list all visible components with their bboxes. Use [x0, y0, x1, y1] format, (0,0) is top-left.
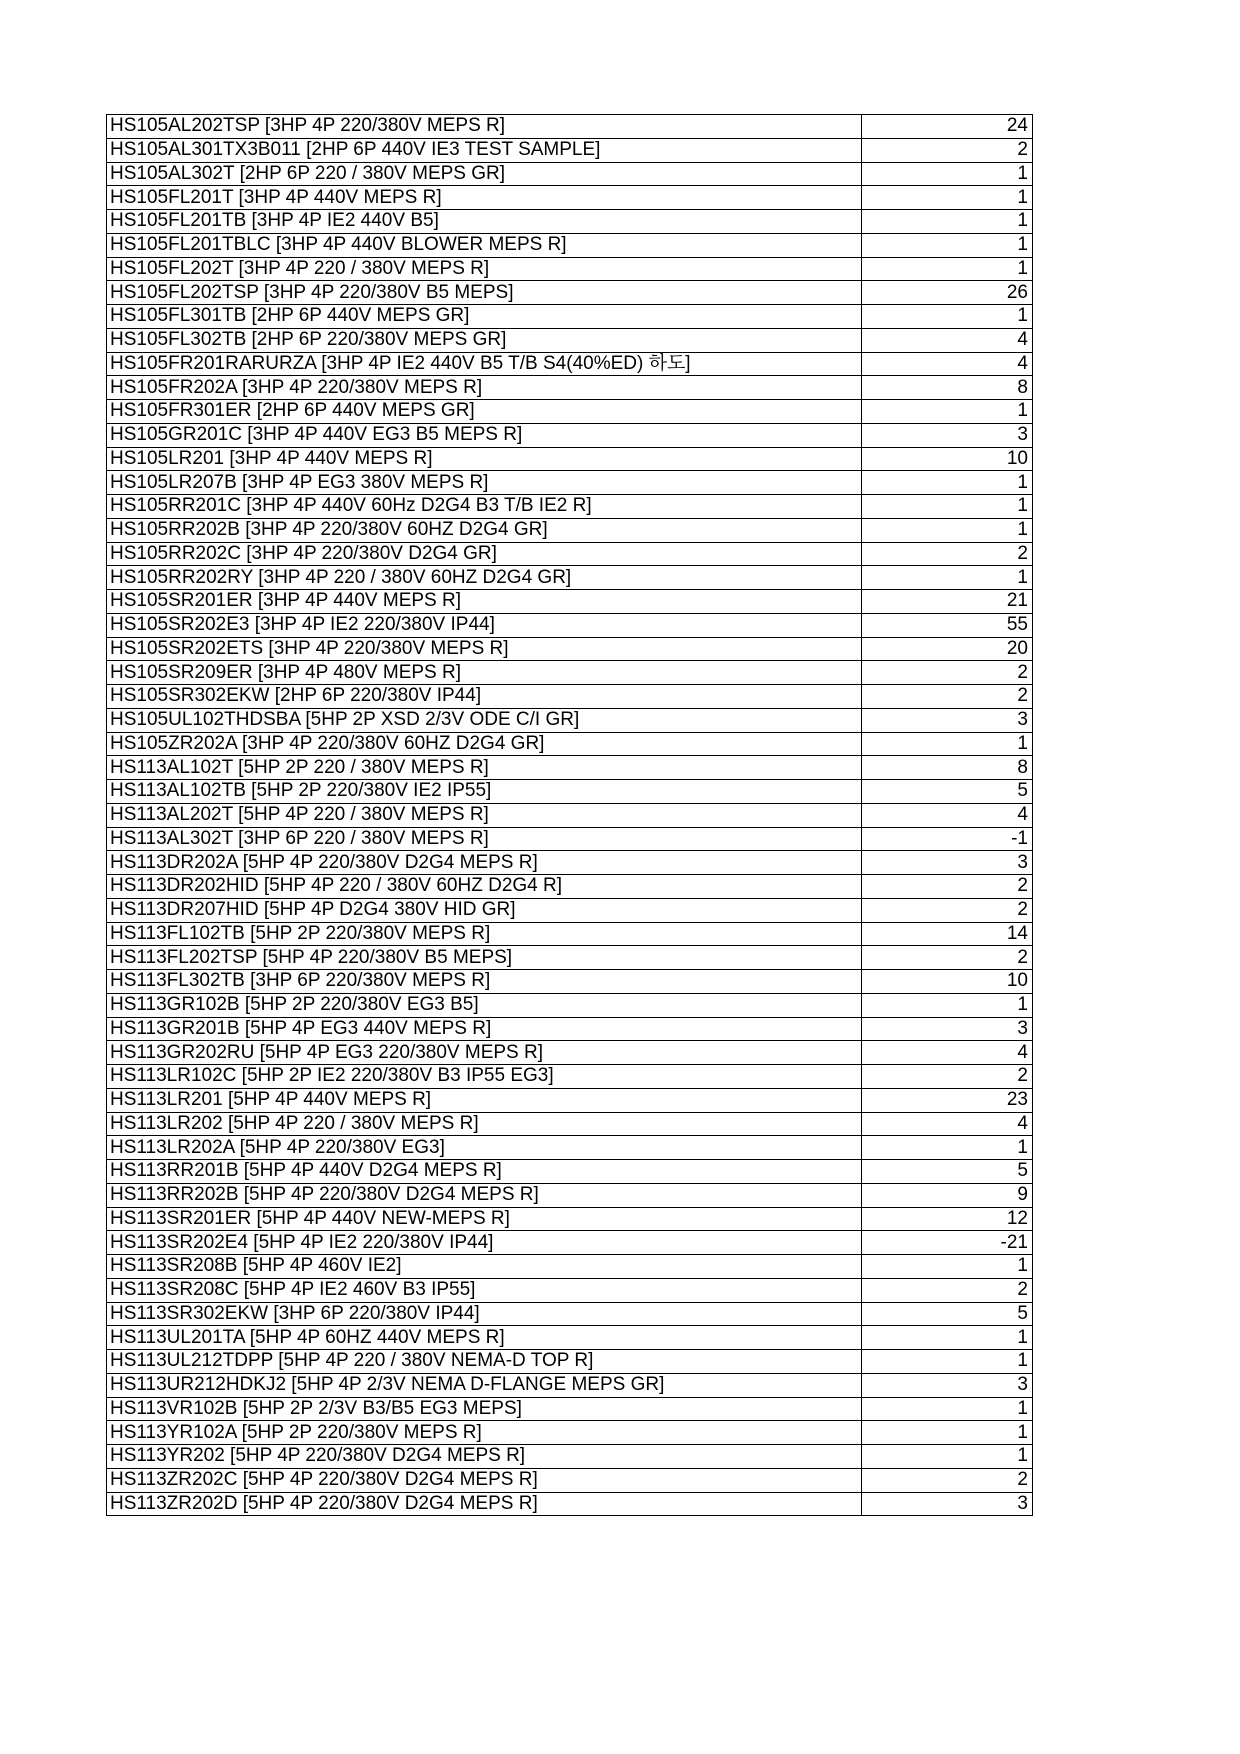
item-description-cell: HS105FL202T [3HP 4P 220 / 380V MEPS R]: [107, 257, 862, 281]
item-description-cell: HS105FL201TB [3HP 4P IE2 440V B5]: [107, 210, 862, 234]
item-description-cell: HS113LR201 [5HP 4P 440V MEPS R]: [107, 1088, 862, 1112]
item-quantity-cell: 3: [862, 708, 1033, 732]
item-description-cell: HS105FR201RARURZA [3HP 4P IE2 440V B5 T/B S4(40%ED) 하도]: [107, 352, 862, 376]
item-quantity-cell: 4: [862, 328, 1033, 352]
item-quantity-cell: 8: [862, 376, 1033, 400]
item-description-cell: HS113AL102T [5HP 2P 220 / 380V MEPS R]: [107, 756, 862, 780]
table-row: [107, 400, 1033, 424]
item-quantity-cell: 1: [862, 1255, 1033, 1279]
item-description-cell: HS113RR201B [5HP 4P 440V D2G4 MEPS R]: [107, 1160, 862, 1184]
item-quantity-cell: 1: [862, 1136, 1033, 1160]
item-quantity-cell: 1: [862, 162, 1033, 186]
item-quantity-cell: 1: [862, 186, 1033, 210]
item-quantity-cell: 1: [862, 732, 1033, 756]
table-row: [107, 1017, 1033, 1041]
item-quantity-cell: -21: [862, 1231, 1033, 1255]
item-quantity-cell: 4: [862, 1041, 1033, 1065]
table-row: [107, 970, 1033, 994]
item-quantity-cell: 1: [862, 400, 1033, 424]
table-row: [107, 1112, 1033, 1136]
item-description-cell: HS113ZR202D [5HP 4P 220/380V D2G4 MEPS R]: [107, 1492, 862, 1516]
item-description-cell: HS113YR202 [5HP 4P 220/380V D2G4 MEPS R]: [107, 1445, 862, 1469]
item-description-cell: HS113RR202B [5HP 4P 220/380V D2G4 MEPS R]: [107, 1183, 862, 1207]
table-row: [107, 685, 1033, 709]
item-quantity-cell: 14: [862, 922, 1033, 946]
item-quantity-cell: 1: [862, 495, 1033, 519]
table-row: [107, 138, 1033, 162]
item-description-cell: HS113LR202A [5HP 4P 220/380V EG3]: [107, 1136, 862, 1160]
item-description-cell: HS113AL302T [3HP 6P 220 / 380V MEPS R]: [107, 827, 862, 851]
table-row: [107, 1041, 1033, 1065]
item-quantity-cell: 1: [862, 1397, 1033, 1421]
item-description-cell: HS105RR202RY [3HP 4P 220 / 380V 60HZ D2G4 GR]: [107, 566, 862, 590]
item-quantity-cell: 1: [862, 257, 1033, 281]
item-description-cell: HS105SR302EKW [2HP 6P 220/380V IP44]: [107, 685, 862, 709]
item-quantity-cell: 20: [862, 637, 1033, 661]
table-row: [107, 257, 1033, 281]
item-description-cell: HS105FR202A [3HP 4P 220/380V MEPS R]: [107, 376, 862, 400]
table-row: [107, 186, 1033, 210]
item-description-cell: HS113VR102B [5HP 2P 2/3V B3/B5 EG3 MEPS]: [107, 1397, 862, 1421]
table-row: [107, 851, 1033, 875]
table-row: [107, 1255, 1033, 1279]
table-row: [107, 1160, 1033, 1184]
item-description-cell: HS105AL301TX3B011 [2HP 6P 440V IE3 TEST SAMPLE]: [107, 138, 862, 162]
table-row: [107, 495, 1033, 519]
item-description-cell: HS105UL102THDSBA [5HP 2P XSD 2/3V ODE C/I GR]: [107, 708, 862, 732]
item-quantity-cell: 2: [862, 661, 1033, 685]
item-description-cell: HS113DR207HID [5HP 4P D2G4 380V HID GR]: [107, 898, 862, 922]
item-quantity-cell: 4: [862, 1112, 1033, 1136]
item-description-cell: HS113UR212HDKJ2 [5HP 4P 2/3V NEMA D-FLANGE MEPS GR]: [107, 1373, 862, 1397]
item-description-cell: HS105AL202TSP [3HP 4P 220/380V MEPS R]: [107, 115, 862, 139]
item-quantity-cell: -1: [862, 827, 1033, 851]
item-description-cell: HS105RR202C [3HP 4P 220/380V D2G4 GR]: [107, 542, 862, 566]
item-quantity-cell: 1: [862, 993, 1033, 1017]
item-quantity-cell: 1: [862, 1445, 1033, 1469]
table-row: [107, 1231, 1033, 1255]
table-row: [107, 827, 1033, 851]
table-row: [107, 1421, 1033, 1445]
item-quantity-cell: 3: [862, 1017, 1033, 1041]
item-description-cell: HS113SR201ER [5HP 4P 440V NEW-MEPS R]: [107, 1207, 862, 1231]
item-quantity-cell: 2: [862, 1278, 1033, 1302]
table-row: [107, 518, 1033, 542]
item-quantity-cell: 24: [862, 115, 1033, 139]
table-row: [107, 946, 1033, 970]
item-description-cell: HS113UL201TA [5HP 4P 60HZ 440V MEPS R]: [107, 1326, 862, 1350]
table-row: [107, 1207, 1033, 1231]
item-quantity-cell: 2: [862, 898, 1033, 922]
item-description-cell: HS113AL102TB [5HP 2P 220/380V IE2 IP55]: [107, 780, 862, 804]
table-row: [107, 1088, 1033, 1112]
table-row: [107, 328, 1033, 352]
table-row: [107, 210, 1033, 234]
table-row: [107, 637, 1033, 661]
item-description-cell: HS105ZR202A [3HP 4P 220/380V 60HZ D2G4 GR]: [107, 732, 862, 756]
item-description-cell: HS105FL201TBLC [3HP 4P 440V BLOWER MEPS R]: [107, 233, 862, 257]
item-description-cell: HS113AL202T [5HP 4P 220 / 380V MEPS R]: [107, 803, 862, 827]
table-row: [107, 756, 1033, 780]
table-row: [107, 1373, 1033, 1397]
table-row: [107, 993, 1033, 1017]
item-description-cell: HS105LR207B [3HP 4P EG3 380V MEPS R]: [107, 471, 862, 495]
item-quantity-cell: 1: [862, 1421, 1033, 1445]
table-row: [107, 922, 1033, 946]
item-quantity-cell: 2: [862, 685, 1033, 709]
item-description-cell: HS113GR201B [5HP 4P EG3 440V MEPS R]: [107, 1017, 862, 1041]
table-row: [107, 1397, 1033, 1421]
item-description-cell: HS113ZR202C [5HP 4P 220/380V D2G4 MEPS R]: [107, 1468, 862, 1492]
item-description-cell: HS113GR102B [5HP 2P 220/380V EG3 B5]: [107, 993, 862, 1017]
item-description-cell: HS105RR202B [3HP 4P 220/380V 60HZ D2G4 GR]: [107, 518, 862, 542]
item-description-cell: HS113SR302EKW [3HP 6P 220/380V IP44]: [107, 1302, 862, 1326]
item-quantity-cell: 8: [862, 756, 1033, 780]
item-description-cell: HS113DR202A [5HP 4P 220/380V D2G4 MEPS R]: [107, 851, 862, 875]
table-row: [107, 898, 1033, 922]
table-row: [107, 471, 1033, 495]
item-description-cell: HS105SR202E3 [3HP 4P IE2 220/380V IP44]: [107, 613, 862, 637]
inventory-table: [106, 114, 1033, 1516]
table-row: [107, 352, 1033, 376]
table-row: [107, 447, 1033, 471]
table-row: [107, 376, 1033, 400]
item-quantity-cell: 2: [862, 875, 1033, 899]
table-row: [107, 1326, 1033, 1350]
table-row: [107, 115, 1033, 139]
item-quantity-cell: 26: [862, 281, 1033, 305]
item-description-cell: HS105FL301TB [2HP 6P 440V MEPS GR]: [107, 305, 862, 329]
table-row: [107, 281, 1033, 305]
table-row: [107, 1278, 1033, 1302]
item-quantity-cell: 5: [862, 780, 1033, 804]
item-quantity-cell: 1: [862, 518, 1033, 542]
item-description-cell: HS105GR201C [3HP 4P 440V EG3 B5 MEPS R]: [107, 423, 862, 447]
table-row: [107, 1445, 1033, 1469]
item-quantity-cell: 5: [862, 1302, 1033, 1326]
item-quantity-cell: 3: [862, 851, 1033, 875]
item-quantity-cell: 2: [862, 1468, 1033, 1492]
table-row: [107, 1468, 1033, 1492]
item-quantity-cell: 3: [862, 423, 1033, 447]
item-description-cell: HS105RR201C [3HP 4P 440V 60Hz D2G4 B3 T/B IE2 R]: [107, 495, 862, 519]
item-quantity-cell: 5: [862, 1160, 1033, 1184]
item-quantity-cell: 1: [862, 1350, 1033, 1374]
table-row: [107, 1350, 1033, 1374]
table-row: [107, 803, 1033, 827]
item-description-cell: HS105FL201T [3HP 4P 440V MEPS R]: [107, 186, 862, 210]
item-quantity-cell: 9: [862, 1183, 1033, 1207]
item-description-cell: HS105FL302TB [2HP 6P 220/380V MEPS GR]: [107, 328, 862, 352]
item-quantity-cell: 10: [862, 447, 1033, 471]
item-quantity-cell: 4: [862, 352, 1033, 376]
table-row: [107, 1065, 1033, 1089]
table-row: [107, 661, 1033, 685]
item-description-cell: HS105SR201ER [3HP 4P 440V MEPS R]: [107, 590, 862, 614]
item-description-cell: HS105FR301ER [2HP 6P 440V MEPS GR]: [107, 400, 862, 424]
item-quantity-cell: 1: [862, 210, 1033, 234]
item-description-cell: HS105FL202TSP [3HP 4P 220/380V B5 MEPS]: [107, 281, 862, 305]
item-description-cell: HS113FL102TB [5HP 2P 220/380V MEPS R]: [107, 922, 862, 946]
table-row: [107, 732, 1033, 756]
item-quantity-cell: 1: [862, 566, 1033, 590]
table-row: [107, 423, 1033, 447]
item-description-cell: HS105SR209ER [3HP 4P 480V MEPS R]: [107, 661, 862, 685]
item-description-cell: HS113UL212TDPP [5HP 4P 220 / 380V NEMA-D TOP R]: [107, 1350, 862, 1374]
item-quantity-cell: 4: [862, 803, 1033, 827]
item-quantity-cell: 2: [862, 1065, 1033, 1089]
item-quantity-cell: 1: [862, 471, 1033, 495]
item-quantity-cell: 3: [862, 1373, 1033, 1397]
table-row: [107, 1183, 1033, 1207]
table-row: [107, 162, 1033, 186]
item-description-cell: HS113LR102C [5HP 2P IE2 220/380V B3 IP55 EG3]: [107, 1065, 862, 1089]
item-description-cell: HS113GR202RU [5HP 4P EG3 220/380V MEPS R]: [107, 1041, 862, 1065]
item-description-cell: HS113DR202HID [5HP 4P 220 / 380V 60HZ D2G4 R]: [107, 875, 862, 899]
table-row: [107, 1492, 1033, 1516]
table-row: [107, 708, 1033, 732]
item-description-cell: HS105SR202ETS [3HP 4P 220/380V MEPS R]: [107, 637, 862, 661]
item-quantity-cell: 21: [862, 590, 1033, 614]
item-quantity-cell: 1: [862, 305, 1033, 329]
table-row: [107, 590, 1033, 614]
item-quantity-cell: 10: [862, 970, 1033, 994]
item-quantity-cell: 2: [862, 946, 1033, 970]
item-description-cell: HS113SR208B [5HP 4P 460V IE2]: [107, 1255, 862, 1279]
item-quantity-cell: 2: [862, 542, 1033, 566]
item-description-cell: HS113SR202E4 [5HP 4P IE2 220/380V IP44]: [107, 1231, 862, 1255]
table-row: [107, 780, 1033, 804]
item-description-cell: HS105AL302T [2HP 6P 220 / 380V MEPS GR]: [107, 162, 862, 186]
table-row: [107, 1302, 1033, 1326]
inventory-table-body: [107, 115, 1033, 1516]
item-description-cell: HS113LR202 [5HP 4P 220 / 380V MEPS R]: [107, 1112, 862, 1136]
table-row: [107, 233, 1033, 257]
table-row: [107, 542, 1033, 566]
table-row: [107, 305, 1033, 329]
table-row: [107, 875, 1033, 899]
item-quantity-cell: 2: [862, 138, 1033, 162]
item-quantity-cell: 1: [862, 233, 1033, 257]
table-row: [107, 566, 1033, 590]
item-quantity-cell: 23: [862, 1088, 1033, 1112]
item-quantity-cell: 3: [862, 1492, 1033, 1516]
table-row: [107, 1136, 1033, 1160]
table-row: [107, 613, 1033, 637]
item-description-cell: HS113FL202TSP [5HP 4P 220/380V B5 MEPS]: [107, 946, 862, 970]
item-description-cell: HS113FL302TB [3HP 6P 220/380V MEPS R]: [107, 970, 862, 994]
item-quantity-cell: 55: [862, 613, 1033, 637]
item-quantity-cell: 1: [862, 1326, 1033, 1350]
item-description-cell: HS105LR201 [3HP 4P 440V MEPS R]: [107, 447, 862, 471]
item-description-cell: HS113YR102A [5HP 2P 220/380V MEPS R]: [107, 1421, 862, 1445]
item-description-cell: HS113SR208C [5HP 4P IE2 460V B3 IP55]: [107, 1278, 862, 1302]
item-quantity-cell: 12: [862, 1207, 1033, 1231]
